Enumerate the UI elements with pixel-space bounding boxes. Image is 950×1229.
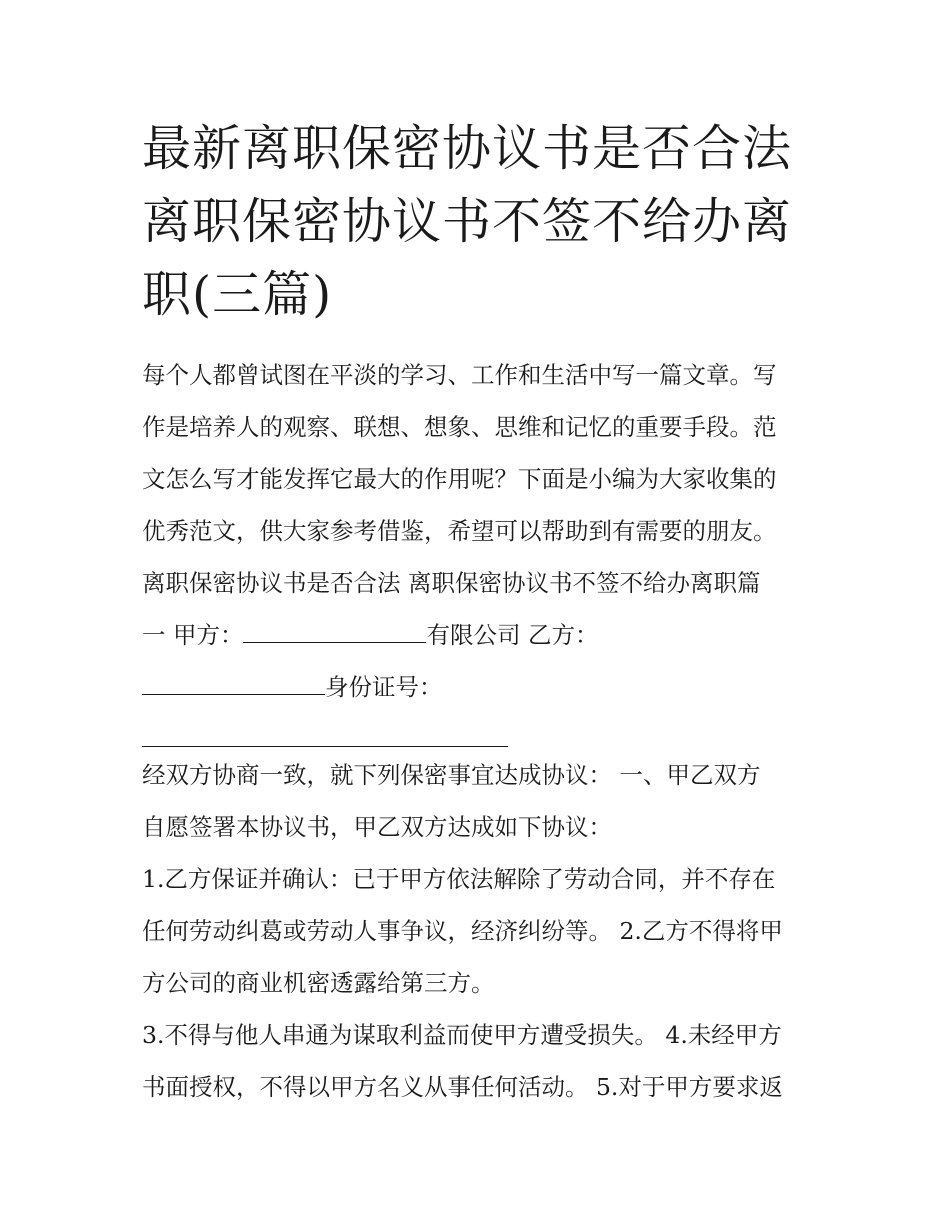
party-b-label: 有限公司 乙方： xyxy=(426,621,599,649)
party-b-name-blank xyxy=(142,668,325,695)
agreement-line: 书面授权，不得以甲方名义从事任何活动。 5.对于甲方要求返 xyxy=(142,1073,783,1101)
party-line-1 xyxy=(142,615,598,655)
intro-line: 离职保密协议书是否合法 离职保密协议书不签不给办离职篇 xyxy=(142,569,761,597)
party-a-blank xyxy=(243,616,426,643)
party-line-2 xyxy=(142,667,443,707)
agreement-line: 1.乙方保证并确认：已于甲方依法解除了劳动合同，并不存在 xyxy=(142,865,776,893)
id-number-blank xyxy=(142,720,508,747)
document-title xyxy=(142,112,822,331)
party-line-3 xyxy=(142,719,508,759)
agreement-line: 3.不得与他人串通为谋取利益而使甲方遭受损失。 4.未经甲方 xyxy=(142,1021,782,1049)
intro-line: 优秀范文，供大家参考借鉴，希望可以帮助到有需要的朋友。 xyxy=(142,517,777,545)
title-line: 最新离职保密协议书是否合法 xyxy=(142,120,793,177)
intro-line: 文怎么写才能发挥它最大的作用呢？下面是小编为大家收集的 xyxy=(142,465,777,493)
agreement-line: 任何劳动纠葛或劳动人事争议，经济纠纷等。 2.乙方不得将甲 xyxy=(142,917,783,945)
party-a-label: 一 甲方： xyxy=(142,621,244,649)
agreement-line: 自愿签署本协议书，甲乙双方达成如下协议： xyxy=(142,813,612,841)
title-line: 离职保密协议书不签不给办离 xyxy=(142,193,793,250)
title-line: 职(三篇) xyxy=(142,266,333,323)
intro-line: 作是培养人的观察、联想、想象、思维和记忆的重要手段。范 xyxy=(142,413,777,441)
id-number-label: 身份证号： xyxy=(325,673,443,701)
agreement-line: 经双方协商一致，就下列保密事宜达成协议： 一、甲乙双方 xyxy=(142,761,761,789)
agreement-line: 方公司的商业机密透露给第三方。 xyxy=(142,969,495,997)
intro-line: 每个人都曾试图在平淡的学习、工作和生活中写一篇文章。写 xyxy=(142,361,777,389)
